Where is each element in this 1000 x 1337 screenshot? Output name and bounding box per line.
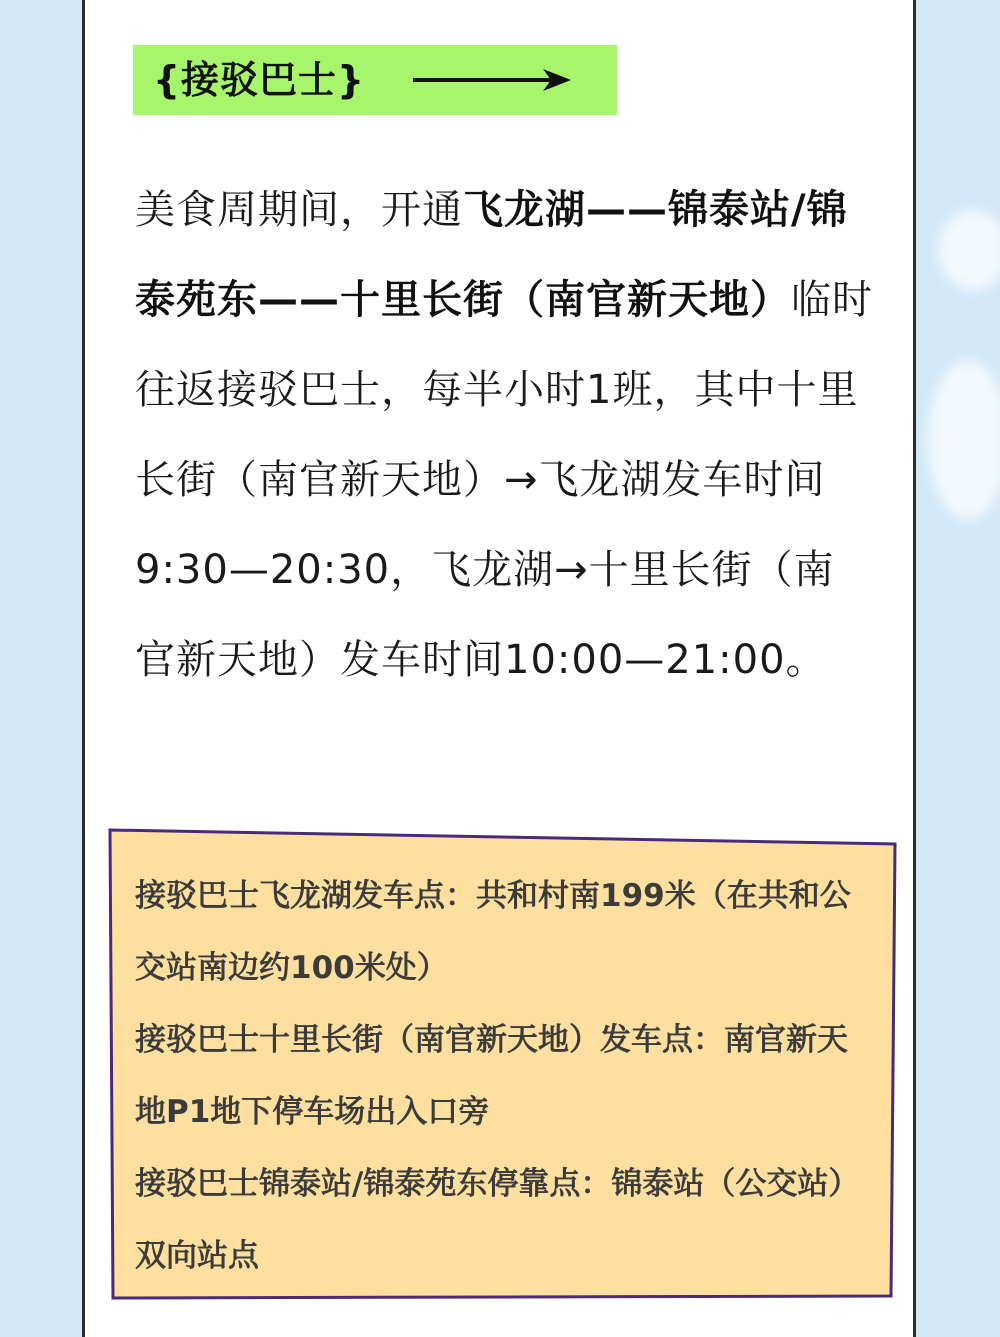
note-line-feilonghu: 接驳巴士飞龙湖发车点：共和村南199米（在共和公交站南边约100米处） (135, 878, 851, 986)
section-tag (133, 45, 617, 115)
article-text-intro: 美食周期间，开通 (135, 187, 463, 233)
pickup-points-note (107, 828, 897, 1300)
section-title: {接驳巴士} (153, 58, 366, 102)
note-line-jintai: 接驳巴士锦泰站/锦泰苑东停靠点：锦泰站（公交站）双向站点 (135, 1166, 860, 1274)
note-line-shilichangjie: 接驳巴士十里长街（南官新天地）发车点：南官新天地P1地下停车场出入口旁 (135, 1022, 848, 1130)
arrow-right-icon (413, 65, 573, 95)
article-paragraph (135, 165, 875, 705)
article-text-schedule: 临时往返接驳巴士，每半小时1班，其中十里长街（南官新天地）→飞龙湖发车时间9:30—20:30，飞龙湖→十里长街（南官新天地）发车时间10:00—21:00。 (135, 277, 873, 683)
sky-background-right (918, 0, 1000, 1337)
content-card (82, 0, 916, 1337)
sky-background-left (0, 0, 82, 1337)
article-route-bold: 飞龙湖——锦泰站/锦泰苑东——十里长街（南官新天地） (135, 187, 848, 323)
